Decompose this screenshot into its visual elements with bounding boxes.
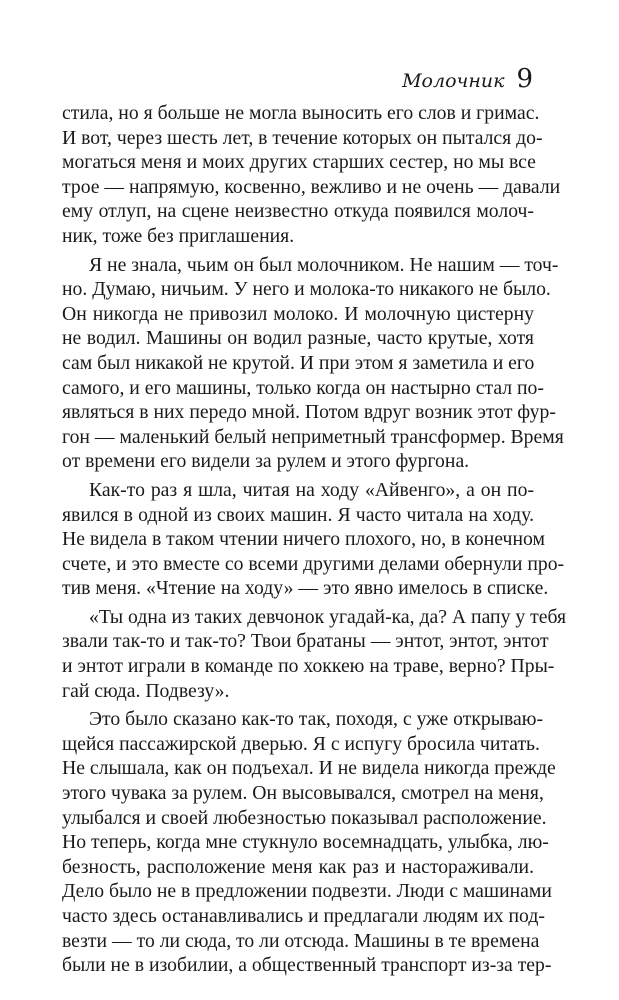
text-line: гон — маленький белый неприметный трансформер. Время bbox=[62, 425, 564, 448]
text-line: не водил. Машины он водил разные, часто крутые, хотя bbox=[62, 327, 534, 350]
text-line: Я не знала, чьим он был молочником. Не нашим — точ- bbox=[89, 253, 559, 276]
text-line: И вот, через шесть лет, в течение которых он пытался до- bbox=[62, 126, 543, 149]
text-line: часто здесь останавливались и предлагали людям их под- bbox=[62, 905, 545, 927]
text-line: улыбался и своей любезностью показывал расположение. bbox=[62, 806, 547, 829]
text-line: были не в изобилии, а общественный транспорт из-за тер- bbox=[62, 954, 552, 977]
text-line: явился в одной из своих машин. Я часто читала на ходу. bbox=[62, 503, 534, 526]
text-line: Дело было не в предложении подвезти. Люди с машинами bbox=[62, 880, 552, 903]
text-line: Это было сказано как-то так, походя, с уже открываю- bbox=[89, 708, 544, 731]
text-line: Не видела в таком чтении ничего плохого, но, в конечном bbox=[62, 528, 545, 551]
text-line: щейся пассажирской дверью. Я с испугу бросила читать. bbox=[62, 732, 540, 755]
text-line: счете, и это вместе со всеми другими делами обернули про- bbox=[62, 552, 565, 575]
text-line: трое — напрямую, косвенно, вежливо и не очень — давали bbox=[62, 175, 561, 198]
running-head bbox=[402, 64, 533, 94]
text-line: могаться меня и моих других старших сестер, но мы все bbox=[62, 151, 536, 174]
text-line: от времени его видели за рулем и этого фургона. bbox=[62, 450, 470, 473]
text-line: «Ты одна из таких девчонок угадай-ка, да? А папу у тебя bbox=[89, 605, 567, 628]
text-line: этого чувака за рулем. Он высовывался, смотрел на меня, bbox=[62, 782, 544, 805]
text-line: и энтот играли в команде по хоккею на траве, верно? Пры- bbox=[62, 655, 555, 678]
text-line: самого, и его машины, только когда он настырно стал по- bbox=[62, 376, 544, 399]
text-line: сам был никакой не крутой. И при этом я заметила и его bbox=[62, 351, 535, 374]
text-line: Не слышала, как он подъехал. И не видела никогда прежде bbox=[62, 757, 556, 780]
running-title: Молочник bbox=[402, 70, 505, 92]
text-line: Он никогда не привозил молоко. И молочную цистерну bbox=[62, 302, 534, 325]
text-line: Но теперь, когда мне стукнуло восемнадцать, улыбка, лю- bbox=[62, 831, 549, 854]
page-number: 9 bbox=[516, 64, 533, 94]
text-line: безность, расположение меня как раз и настораживали. bbox=[62, 855, 534, 878]
text-line: Как-то раз я шла, читая на ходу «Айвенго», а он по- bbox=[89, 478, 534, 501]
text-line: являться в них передо мной. Потом вдруг возник этот фур- bbox=[62, 401, 556, 424]
text-line: ему отлуп, на сцене неизвестно откуда появился молоч- bbox=[62, 200, 534, 223]
body-text bbox=[62, 101, 567, 978]
text-line: ник, тоже без приглашения. bbox=[62, 224, 295, 247]
text-line: но. Думаю, ничьим. У него и молока-то никакого не было. bbox=[62, 278, 551, 301]
text-line: тив меня. «Чтение на ходу» — это явно имелось в списке. bbox=[62, 577, 549, 600]
text-line: гай сюда. Подвезу». bbox=[62, 679, 230, 702]
text-line: стила, но я больше не могла выносить его слов и гримас. bbox=[62, 102, 540, 124]
text-line: звали так-то и так-то? Твои братаны — энтот, энтот, энтот bbox=[62, 630, 549, 653]
text-line: везти — то ли сюда, то ли отсюда. Машины в те времена bbox=[62, 929, 540, 952]
